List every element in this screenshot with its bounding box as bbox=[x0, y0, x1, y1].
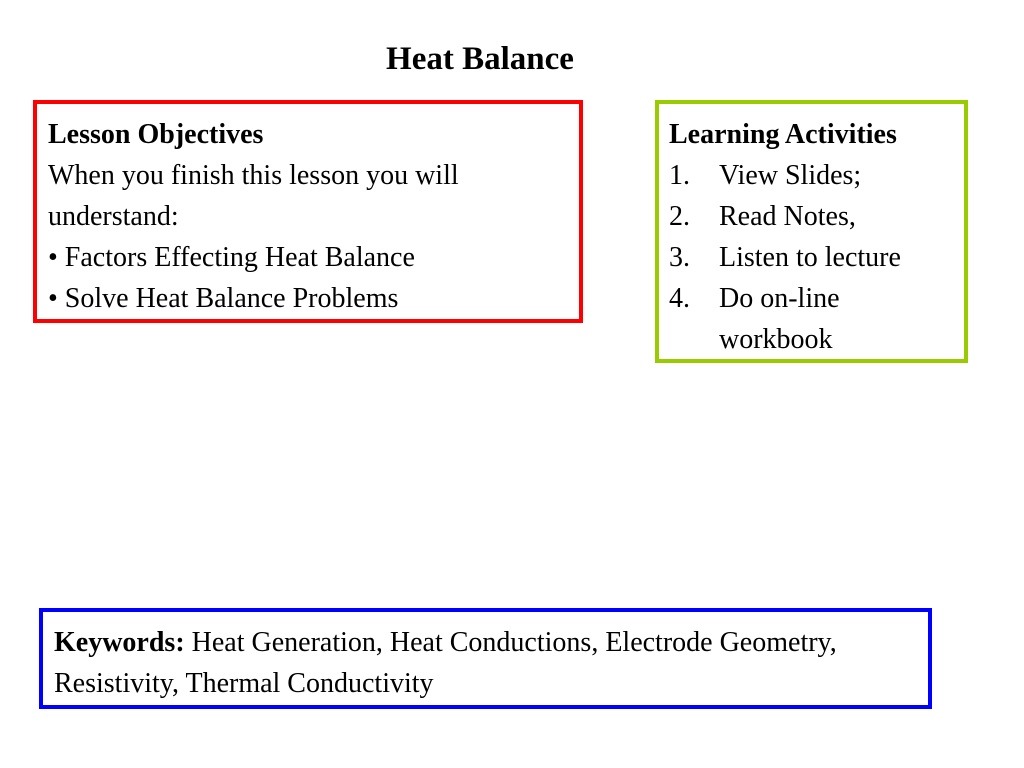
keywords-text: Heat Generation, Heat Conductions, Electrode Geometry, Resistivity, Thermal Conductivity bbox=[54, 627, 837, 699]
activity-text: Read Notes, bbox=[719, 201, 856, 232]
slide-title: Heat Balance bbox=[386, 41, 574, 77]
objectives-intro-line-2: understand: bbox=[48, 201, 179, 232]
activity-text: Listen to lecture bbox=[719, 242, 901, 273]
activities-list bbox=[669, 155, 958, 360]
activity-number: 3. bbox=[669, 242, 690, 273]
activity-item-4 bbox=[669, 278, 958, 360]
objectives-intro-line-1: When you finish this lesson you will bbox=[48, 160, 459, 191]
objective-bullet-1: • Factors Effecting Heat Balance bbox=[48, 242, 415, 273]
activities-heading: Learning Activities bbox=[669, 119, 897, 150]
learning-activities-box bbox=[655, 100, 968, 363]
activity-text: Do on-line workbook bbox=[719, 283, 840, 355]
activity-item-3 bbox=[669, 237, 958, 278]
lesson-objectives-box bbox=[33, 100, 583, 323]
activity-text: View Slides; bbox=[719, 160, 862, 191]
activity-number: 1. bbox=[669, 160, 690, 191]
objectives-heading: Lesson Objectives bbox=[48, 119, 264, 150]
activity-number: 4. bbox=[669, 283, 690, 314]
activity-item-2 bbox=[669, 196, 958, 237]
activity-item-1 bbox=[669, 155, 958, 196]
keywords-label: Keywords: bbox=[54, 627, 185, 658]
activity-number: 2. bbox=[669, 201, 690, 232]
objective-bullet-2: • Solve Heat Balance Problems bbox=[48, 283, 399, 314]
keywords-box bbox=[39, 608, 932, 709]
